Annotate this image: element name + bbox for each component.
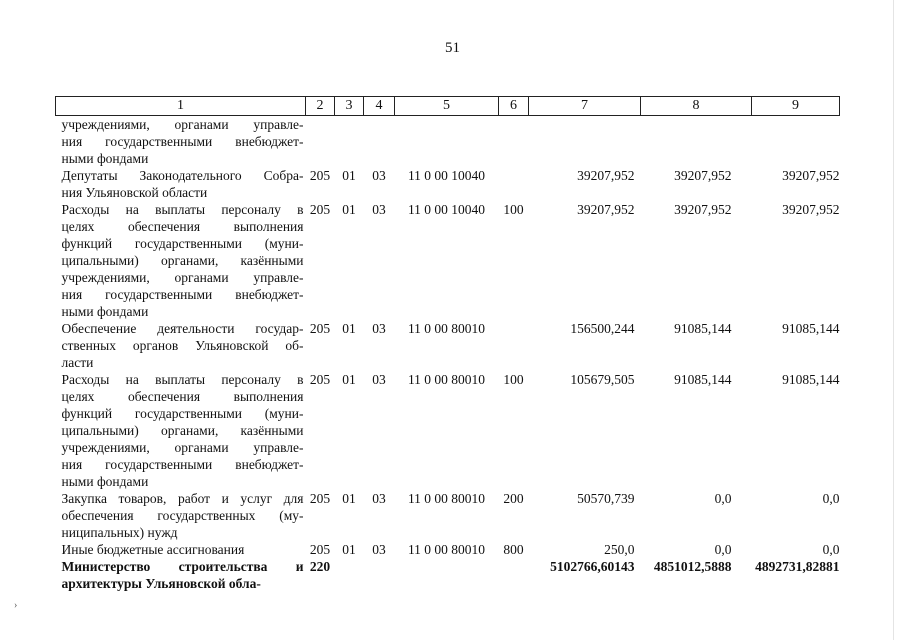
admin-code-cell: 205	[309, 542, 331, 557]
admin-code-cell	[306, 116, 335, 168]
table-body	[56, 116, 840, 593]
section-code-cell: 01	[342, 491, 356, 506]
amount-cell: 0,0	[714, 491, 732, 506]
row-name-line: функций государственными (муни-	[61, 406, 304, 421]
row-name-line: ниципальных) нужд	[61, 525, 178, 540]
expense-type-cell	[499, 320, 529, 371]
amount-cell: 156500,244	[570, 321, 635, 336]
amount-cell: 39207,952	[782, 168, 840, 183]
amount-cell: 39207,952	[577, 168, 635, 183]
row-name-line: ными фондами	[61, 151, 149, 166]
target-article-cell: 11 0 00 10040	[407, 168, 486, 183]
row-name	[56, 490, 306, 541]
admin-code-cell: 205	[309, 202, 331, 217]
amount-cell: 39207,952	[577, 202, 635, 217]
amount-cell: 0,0	[822, 491, 840, 506]
amount-cell: 39207,952	[782, 202, 840, 217]
row-name-line: Закупка товаров, работ и услуг для	[61, 491, 304, 506]
amount-cell: 91085,144	[782, 372, 840, 387]
expense-type-cell: 800	[503, 542, 524, 557]
budget-table	[55, 96, 840, 592]
section-code-cell: 01	[342, 542, 356, 557]
row-name-line: учреждениями, органами управле-	[61, 117, 304, 132]
target-article-cell: 11 0 00 80010	[407, 542, 486, 557]
subsection-code-cell	[364, 116, 395, 168]
expense-type-cell	[499, 116, 529, 168]
expense-type-cell	[499, 167, 529, 201]
amount-cell: 91085,144	[674, 321, 732, 336]
column-header: 4	[364, 97, 395, 116]
subsection-code-cell: 03	[372, 372, 386, 387]
admin-code-cell: 220	[309, 559, 331, 574]
table-row	[56, 371, 840, 490]
expense-type-cell: 100	[503, 202, 524, 217]
expense-type-cell	[499, 558, 529, 592]
column-header: 5	[395, 97, 499, 116]
subsection-code-cell: 03	[372, 321, 386, 336]
admin-code-cell: 205	[309, 168, 331, 183]
row-name-line: целях обеспечения выполнения	[61, 219, 304, 234]
row-name-line: Министерство строительства и	[61, 559, 304, 574]
subsection-code-cell: 03	[372, 202, 386, 217]
amount-cell: 5102766,60143	[550, 559, 635, 574]
section-code-cell	[335, 116, 364, 168]
target-article-cell: 11 0 00 80010	[407, 372, 486, 387]
table-row	[56, 320, 840, 371]
subsection-code-cell: 03	[372, 542, 386, 557]
row-name-line: ципальными) органами, казёнными	[61, 423, 304, 438]
row-name-line: ния государственными внебюджет-	[61, 457, 304, 472]
row-name-line: функций государственными (муни-	[61, 236, 304, 251]
amount-cell: 4892731,82881	[755, 559, 840, 574]
row-name-line: Обеспечение деятельности государ-	[61, 321, 304, 336]
row-name-line: Иные бюджетные ассигнования	[61, 542, 245, 557]
row-name	[56, 371, 306, 490]
row-name-line: ственных органов Ульяновской об-	[61, 338, 304, 353]
section-code-cell	[335, 558, 364, 592]
row-name-line: ния Ульяновской области	[61, 185, 208, 200]
table-header-row	[56, 97, 840, 116]
target-article-cell	[395, 116, 499, 168]
row-name-line: Расходы на выплаты персоналу в	[61, 372, 304, 387]
row-name	[56, 320, 306, 371]
amount-cell: 91085,144	[674, 372, 732, 387]
amount-cell: 250,0	[604, 542, 635, 557]
row-name-line: ласти	[61, 355, 94, 370]
column-header: 2	[306, 97, 335, 116]
expense-type-cell: 100	[503, 372, 524, 387]
row-name	[56, 541, 306, 558]
column-header: 6	[499, 97, 529, 116]
subsection-code-cell: 03	[372, 491, 386, 506]
page-number: 51	[445, 40, 460, 56]
subsection-code-cell: 03	[372, 168, 386, 183]
margin-mark: ›	[14, 600, 18, 611]
row-name-line: целях обеспечения выполнения	[61, 389, 304, 404]
target-article-cell: 11 0 00 80010	[407, 491, 486, 506]
amount-cell	[752, 116, 840, 168]
amount-cell: 0,0	[822, 542, 840, 557]
amount-cell	[641, 116, 752, 168]
row-name	[56, 558, 306, 592]
expense-type-cell: 200	[503, 491, 524, 506]
amount-cell: 39207,952	[674, 168, 732, 183]
amount-cell: 39207,952	[674, 202, 732, 217]
section-code-cell: 01	[342, 321, 356, 336]
admin-code-cell: 205	[309, 491, 331, 506]
table-row	[56, 116, 840, 168]
amount-cell: 91085,144	[782, 321, 840, 336]
table-row	[56, 490, 840, 541]
table-row	[56, 201, 840, 320]
column-header: 8	[641, 97, 752, 116]
table-row	[56, 558, 840, 592]
admin-code-cell: 205	[309, 372, 331, 387]
target-article-cell: 11 0 00 10040	[407, 202, 486, 217]
amount-cell: 105679,505	[570, 372, 635, 387]
column-header: 9	[752, 97, 840, 116]
amount-cell: 0,0	[714, 542, 732, 557]
row-name-line: Депутаты Законодательного Собра-	[61, 168, 304, 183]
row-name-line: учреждениями, органами управле-	[61, 440, 304, 455]
amount-cell: 50570,739	[577, 491, 635, 506]
amount-cell	[529, 116, 641, 168]
row-name-line: ными фондами	[61, 474, 149, 489]
table-row	[56, 167, 840, 201]
row-name-line: учреждениями, органами управле-	[61, 270, 304, 285]
row-name	[56, 167, 306, 201]
row-name	[56, 116, 306, 168]
subsection-code-cell	[364, 558, 395, 592]
amount-cell: 4851012,5888	[653, 559, 732, 574]
column-header: 1	[56, 97, 306, 116]
table-row	[56, 541, 840, 558]
row-name-line: Расходы на выплаты персоналу в	[61, 202, 304, 217]
section-code-cell: 01	[342, 372, 356, 387]
section-code-cell: 01	[342, 202, 356, 217]
target-article-cell	[395, 558, 499, 592]
column-header: 7	[529, 97, 641, 116]
column-header: 3	[335, 97, 364, 116]
row-name-line: ципальными) органами, казёнными	[61, 253, 304, 268]
admin-code-cell: 205	[309, 321, 331, 336]
row-name	[56, 201, 306, 320]
row-name-line: ными фондами	[61, 304, 149, 319]
target-article-cell: 11 0 00 80010	[407, 321, 486, 336]
row-name-line: ния государственными внебюджет-	[61, 287, 304, 302]
section-code-cell: 01	[342, 168, 356, 183]
row-name-line: обеспечения государственных (му-	[61, 508, 304, 523]
row-name-line: ния государственными внебюджет-	[61, 134, 304, 149]
page-edge	[893, 0, 894, 640]
row-name-line: архитектуры Ульяновской обла-	[61, 576, 261, 591]
